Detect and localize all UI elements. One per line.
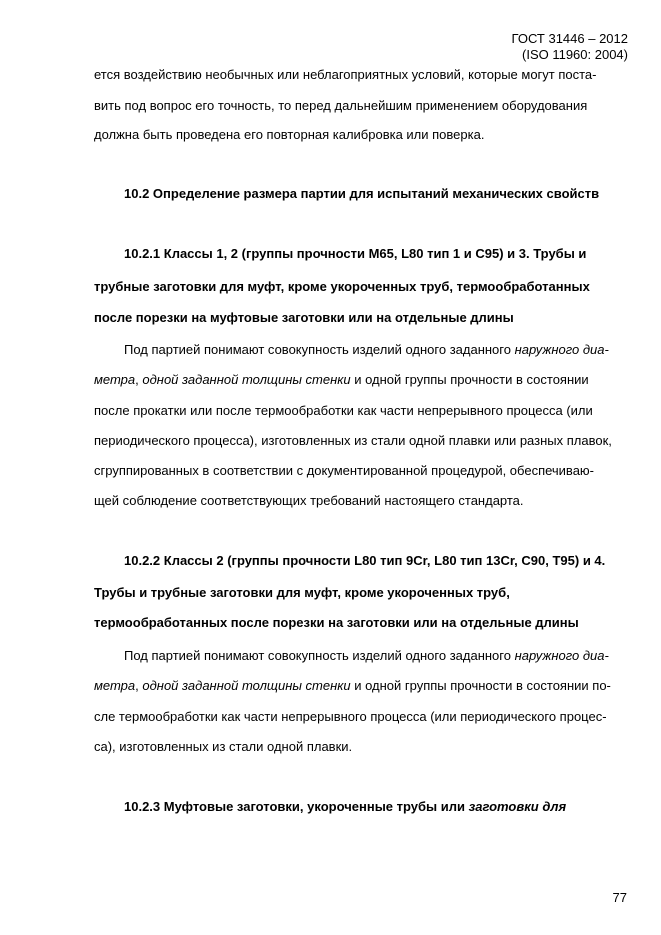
- italic-text-run: одной заданной толщины стенки: [142, 678, 351, 693]
- paragraph-line: периодического процесса), изготовленных из стали одной плавки или разных плавок,: [94, 433, 612, 448]
- text-run: ,: [135, 678, 143, 693]
- italic-text-run: наружного диа-: [514, 648, 609, 663]
- subsection-heading-line: трубные заготовки для муфт, кроме укороченных труб, термообработанных: [94, 279, 590, 294]
- body-line: ется воздействию необычных или неблагоприятных условий, которые могут поста-: [94, 67, 597, 82]
- paragraph-line: [94, 372, 589, 388]
- subsection-heading-line: после порезки на муфтовые заготовки или на отдельные длины: [94, 310, 514, 325]
- italic-text-run: наружного диа-: [514, 342, 609, 357]
- subsection-heading-10-2-2: 10.2.2 Классы 2 (группы прочности L80 тип 9Cr, L80 тип 13Cr, С90, Т95) и 4.: [124, 553, 606, 568]
- subsection-heading-10-2-1: 10.2.1 Классы 1, 2 (группы прочности М65, L80 тип 1 и С95) и 3. Трубы и: [124, 246, 587, 261]
- text-run: ,: [135, 372, 143, 387]
- text-run: Под партией понимают совокупность изделий одного заданного: [124, 648, 515, 663]
- text-run: Под партией понимают совокупность изделий одного заданного: [124, 342, 515, 357]
- italic-text-run: одной заданной толщины стенки: [142, 372, 351, 387]
- iso-reference: (ISO 11960: 2004): [522, 47, 628, 62]
- paragraph-line: [124, 342, 609, 358]
- document-header: [512, 31, 628, 63]
- paragraph-line: са), изготовленных из стали одной плавки.: [94, 739, 353, 754]
- subsection-heading-line: Трубы и трубные заготовки для муфт, кроме укороченных труб,: [94, 585, 510, 600]
- italic-text-run: заготовки для: [468, 799, 567, 814]
- page-number: 77: [612, 890, 627, 905]
- paragraph-line: [124, 648, 609, 664]
- italic-text-run: метра: [94, 678, 136, 693]
- standard-number: ГОСТ 31446 – 2012: [511, 31, 628, 46]
- subsection-heading-line: термообработанных после порезки на заготовки или на отдельные длины: [94, 615, 579, 630]
- italic-text-run: метра: [94, 372, 136, 387]
- paragraph-line: сгруппированных в соответствии с документированной процедурой, обеспечиваю-: [94, 463, 595, 478]
- text-run: и одной группы прочности в состоянии по-: [350, 678, 611, 693]
- paragraph-line: после прокатки или после термообработки как части непрерывного процесса (или: [94, 403, 593, 418]
- body-line: вить под вопрос его точность, то перед дальнейшим применением оборудования: [94, 98, 588, 113]
- text-run: 10.2.3 Муфтовые заготовки, укороченные трубы или: [124, 799, 469, 814]
- body-line: должна быть проведена его повторная калибровка или поверка.: [94, 127, 485, 142]
- text-run: и одной группы прочности в состоянии: [350, 372, 589, 387]
- paragraph-line: [94, 678, 611, 694]
- subsection-heading-10-2-3: [124, 799, 566, 815]
- section-heading-10-2: 10.2 Определение размера партии для испытаний механических свойств: [124, 186, 600, 201]
- paragraph-line: щей соблюдение соответствующих требований настоящего стандарта.: [94, 493, 524, 508]
- paragraph-line: сле термообработки как части непрерывного процесса (или периодического процес-: [94, 709, 607, 724]
